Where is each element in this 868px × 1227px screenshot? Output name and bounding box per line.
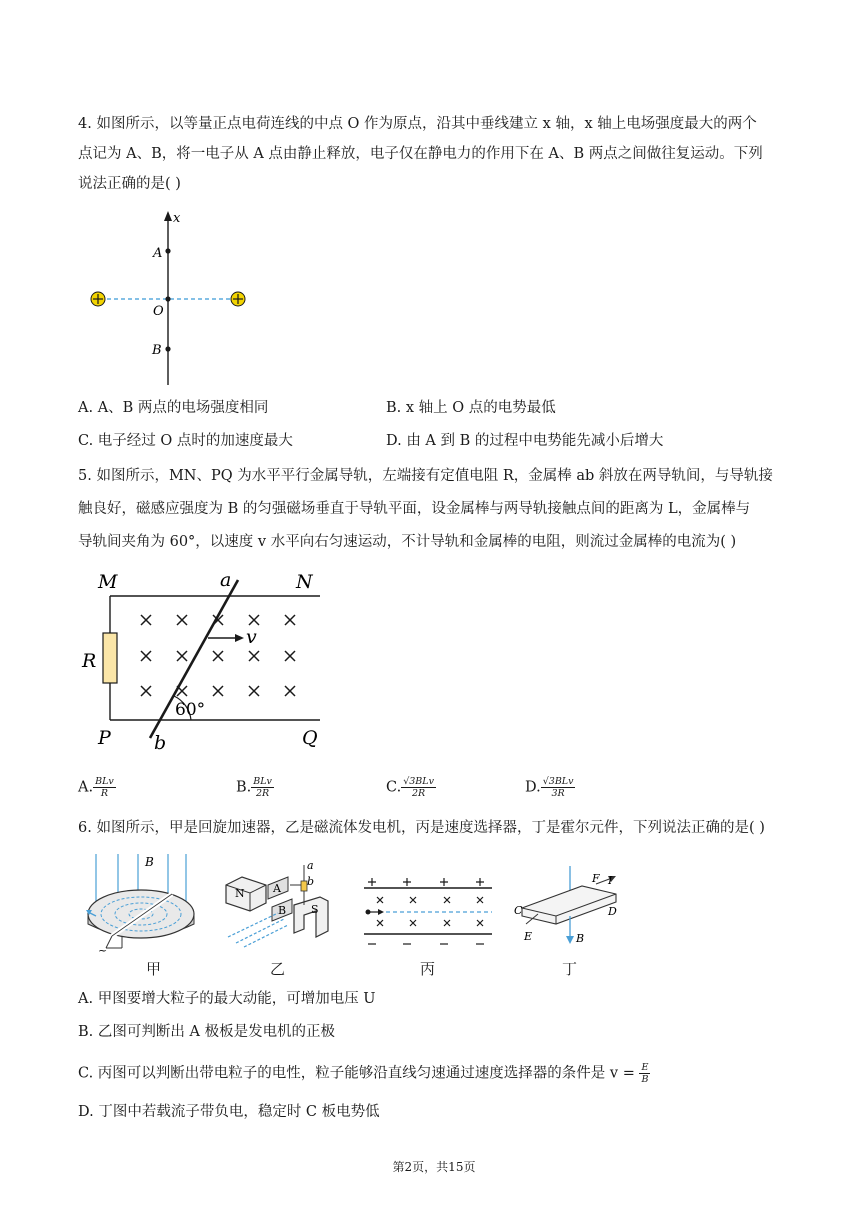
q6-option-b[interactable]: B. 乙图可判断出 A 极板是发电机的正极 [78,1024,336,1040]
label-r: R [82,650,97,672]
label-a: a [220,569,232,591]
cyclotron-figure [82,850,202,955]
q4-stem-line1: 4. 如图所示，以等量正点电荷连线的中点 O 作为原点，沿其中垂线建立 x 轴，x 轴上电场强度最大的两个 [78,116,757,132]
label-v: v [246,626,257,648]
label-m: M [98,571,118,593]
q4-stem-line3: 说法正确的是( ) [78,176,181,192]
q5-stem-line2: 触良好，磁感应强度为 B 的匀强磁场垂直于导轨平面，设金属棒与两导轨接触点间的距离为 L，金属棒与 [78,501,751,517]
q5-option-d[interactable]: D. $\frac{\text{√3BLv}}{3R}$ [525,776,574,799]
q6-option-d[interactable]: D. 丁图中若载流子带负电，稳定时 C 板电势低 [78,1104,380,1120]
q4-figure [80,205,260,390]
cyclotron-ac-label: ~ [98,944,108,955]
hall-b-label: B [576,932,585,945]
q6-stem-line1: 6. 如图所示，甲是回旋加速器，乙是磁流体发电机，丙是速度选择器，丁是霍尔元件，下列说法正确的是( ) [78,820,765,836]
plate-a-label: A [273,882,281,895]
hall-d-label: D [608,905,617,918]
magnet-s-label: S [311,903,319,916]
q5-stem-line3: 导轨间夹角为 60°，以速度 v 水平向右匀速运动，不计导轨和金属棒的电阻，则流过金属棒的电流为( ) [78,534,737,550]
caption-bing: 丙 [420,960,436,978]
magnet-n-label: N [235,887,245,900]
velocity-arrow-icon [235,634,244,642]
terminal-a-label: a [307,859,314,872]
point-b-label: B [152,343,162,358]
hall-f-label: F [592,872,600,885]
label-n: N [296,571,313,593]
x-axis-arrow-icon [164,211,172,221]
hall-c-label: C [514,904,523,917]
q4-option-b[interactable]: B. x 轴上 O 点的电势最低 [386,400,556,416]
q5-stem-line1: 5. 如图所示，MN、PQ 为水平平行金属导轨，左端接有定值电阻 R，金属棒 ab 斜放在两导轨间，与导轨接 [78,468,773,484]
hall-i-label: I [608,874,613,887]
terminal-b-label: b [307,875,315,888]
label-angle: 60° [175,700,206,720]
page-footer: 第2页，共15页 [392,1160,476,1174]
q5-option-b[interactable]: B. $\frac{\text{BLv}}{2R}$ [236,776,272,799]
label-q: Q [302,727,318,749]
point-a-label: A [153,246,163,261]
velocity-selector-figure [358,870,498,950]
q5-figure [80,566,340,756]
q4-option-d[interactable]: D. 由 A 到 B 的过程中电势能先减小后增大 [386,433,664,449]
mhd-generator-figure [218,855,338,955]
hall-e-label: E [524,930,533,943]
q4-stem-line2: 点记为 A、B，将一电子从 A 点由静止释放，电子仅在静电力的作用下在 A、B 两点之间做往复运动。下列 [78,146,763,162]
q5-option-a[interactable]: A. $\frac{\text{BLv}}{R}$ [78,776,114,799]
cyclotron-b-label: B [145,855,154,869]
q4-option-a[interactable]: A. A、B 两点的电场强度相同 [78,400,269,416]
q6-option-a[interactable]: A. 甲图要增大粒子的最大动能，可增加电压 U [78,991,376,1007]
caption-ding: 丁 [562,960,578,978]
caption-yi: 乙 [270,960,286,978]
label-p: P [98,727,111,749]
q6-option-c[interactable]: C. 丙图可以判断出带电粒子的电性，粒子能够沿直线匀速通过速度选择器的条件是 v = $\frac{E}{B}$ [78,1062,649,1085]
resistor [103,633,117,683]
point-o-label: O [153,304,164,319]
plate-b-label: B [278,904,287,917]
q5-option-c[interactable]: C. $\frac{\text{√3BLv}}{2R}$ [386,776,434,799]
caption-jia: 甲 [146,960,162,978]
x-axis-label: x [173,211,181,226]
q4-option-c[interactable]: C. 电子经过 O 点时的加速度最大 [78,433,293,449]
label-b: b [154,732,167,754]
hall-b-arrow-icon [566,936,574,944]
hall-element-figure [512,858,632,953]
